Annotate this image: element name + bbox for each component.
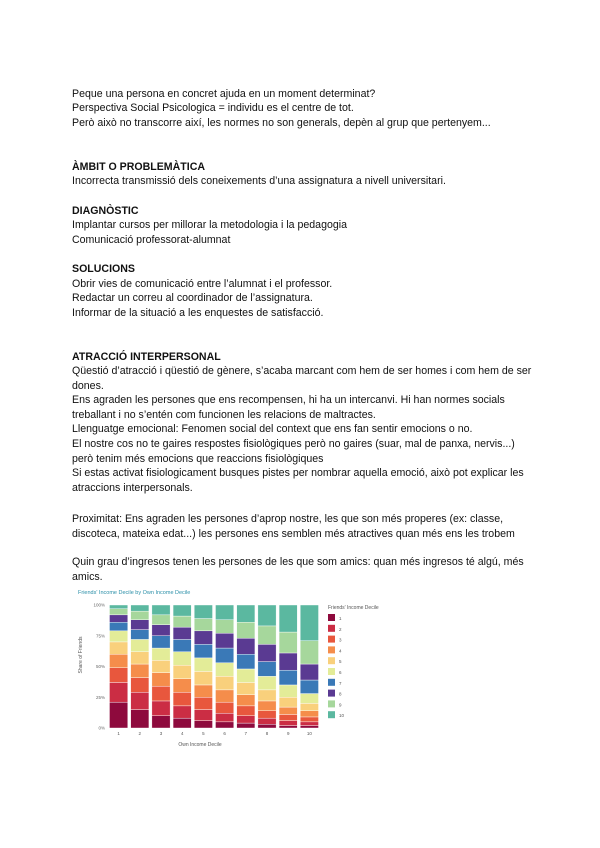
x-tick-label: 6: [223, 731, 226, 736]
atraccio-paragraph-6: Proximitat: Ens agraden les persones d’aprop nostre, les que son més properes (ex: classe, discoteca, mateixa edat...) les persones ens semblen més atractives quan més ens les trobem: [72, 513, 515, 540]
bar-segment-own6-friend4: [215, 690, 233, 702]
intro-line-3: Però això no transcorre així, les normes no son generals, depèn al grup que pertenyem...: [72, 117, 491, 129]
legend-label-5: 5: [339, 659, 342, 665]
intro-line-2: Perspectiva Social Psicologica = individu es el centre de tot.: [72, 102, 354, 114]
bar-segment-own3-friend4: [152, 673, 170, 687]
bar-segment-own7-friend8: [237, 638, 255, 654]
bar-segment-own7-friend1: [237, 723, 255, 728]
bar-segment-own6-friend8: [215, 633, 233, 648]
atraccio-paragraph-5: Si estas activat fisiologicament busques pistes per nombrar aquella emoció, això pot explicar les atraccions interpersonals.: [72, 467, 524, 494]
bar-segment-own7-friend7: [237, 654, 255, 669]
bar-segment-own9-friend6: [279, 685, 297, 697]
legend-swatch-6: [328, 668, 335, 675]
bar-segment-own10-friend6: [300, 694, 318, 704]
bar-segment-own5-friend2: [194, 710, 212, 721]
bar-segment-own10-friend7: [300, 680, 318, 694]
legend-swatch-5: [328, 657, 335, 664]
bar-segment-own1-friend3: [109, 668, 127, 683]
bar-segment-own2-friend1: [131, 710, 149, 728]
bar-segment-own8-friend4: [258, 701, 276, 711]
x-tick-label: 9: [286, 731, 290, 736]
bar-segment-own10-friend5: [300, 703, 318, 710]
bar-segment-own5-friend4: [194, 685, 212, 697]
bar-segment-own4-friend2: [173, 706, 191, 718]
chart-xlabel: Own Income Decile: [178, 742, 222, 748]
bar-segment-own5-friend9: [194, 619, 212, 631]
x-tick-label: 7: [244, 731, 248, 736]
legend-label-8: 8: [339, 691, 342, 697]
bar-segment-own10-friend9: [300, 641, 318, 664]
diagnostic-line-2: Comunicació professorat-alumnat: [72, 234, 231, 246]
bar-segment-own1-friend4: [109, 654, 127, 668]
atraccio-paragraph-3: Llenguatge emocional: Fenomen social del context que ens fan sentir emocions o no.: [72, 423, 473, 435]
bar-segment-own8-friend8: [258, 644, 276, 661]
bar-segment-own9-friend7: [279, 670, 297, 685]
bar-segment-own7-friend3: [237, 706, 255, 716]
chart-legend-title: Friends' Income Decile: [328, 605, 379, 611]
bar-segment-own10-friend4: [300, 711, 318, 717]
x-tick-label: 1: [117, 731, 120, 736]
bar-segment-own10-friend8: [300, 664, 318, 680]
bar-segment-own5-friend6: [194, 658, 212, 672]
legend-label-4: 4: [339, 648, 342, 654]
bar-segment-own6-friend9: [215, 620, 233, 634]
y-tick-label: 50%: [95, 664, 105, 669]
bar-segment-own2-friend4: [131, 664, 149, 678]
diagnostic-line-1: Implantar cursos per millorar la metodologia i la pedagogia: [72, 219, 347, 231]
bar-segment-own9-friend5: [279, 697, 297, 707]
bar-segment-own4-friend10: [173, 605, 191, 616]
bar-segment-own2-friend3: [131, 678, 149, 693]
atraccio-paragraph-4: El nostre cos no te gaires respostes fisiològiques però no gaires (suar, mal de panxa, nervis...) però tenim més emocions que reaccions fisiològiques: [72, 438, 515, 465]
bar-segment-own6-friend6: [215, 663, 233, 677]
solucions-line-3: Informar de la situació a les enquestes de satisfacció.: [72, 307, 324, 319]
bar-segment-own3-friend1: [152, 716, 170, 728]
bar-segment-own1-friend9: [109, 609, 127, 615]
bar-segment-own6-friend10: [215, 605, 233, 620]
x-tick-label: 4: [180, 731, 184, 736]
solucions-line-2: Redactar un correu al coordinador de l’assignatura.: [72, 292, 313, 304]
legend-swatch-4: [328, 646, 335, 653]
chart-title: Friends' Income Decile by Own Income Decile: [78, 590, 191, 596]
legend-label-7: 7: [339, 680, 342, 686]
bar-segment-own5-friend1: [194, 721, 212, 728]
bar-segment-own7-friend5: [237, 682, 255, 694]
bar-segment-own2-friend9: [131, 611, 149, 620]
bar-segment-own10-friend2: [300, 722, 318, 726]
bar-segment-own5-friend7: [194, 644, 212, 658]
bar-segment-own8-friend9: [258, 626, 276, 644]
bar-segment-own1-friend7: [109, 622, 127, 631]
legend-label-1: 1: [339, 616, 342, 621]
bar-segment-own4-friend3: [173, 692, 191, 706]
bar-segment-own5-friend10: [194, 605, 212, 619]
bar-segment-own6-friend1: [215, 722, 233, 728]
bar-segment-own10-friend1: [300, 726, 318, 728]
diagnostic-heading: DIAGNÒSTIC: [72, 205, 139, 217]
bar-segment-own2-friend8: [131, 620, 149, 630]
y-tick-label: 0%: [98, 725, 105, 731]
x-tick-label: 10: [306, 731, 312, 736]
atraccio-paragraph-1: Qüestió d’atracció i qüestió de gènere, s’acaba marcant com hem de ser homes i com hem de ser dones.: [72, 365, 532, 392]
solucions-heading: SOLUCIONS: [72, 263, 135, 275]
bar-segment-own6-friend3: [215, 702, 233, 713]
bar-segment-own6-friend2: [215, 713, 233, 722]
bar-segment-own4-friend7: [173, 639, 191, 651]
y-tick-label: 100%: [93, 602, 105, 608]
bar-segment-own8-friend2: [258, 718, 276, 724]
bar-segment-own8-friend3: [258, 711, 276, 718]
bar-segment-own5-friend8: [194, 631, 212, 645]
bar-segment-own3-friend6: [152, 648, 170, 660]
bar-segment-own10-friend10: [300, 605, 318, 641]
bar-segment-own8-friend7: [258, 662, 276, 677]
bar-segment-own3-friend10: [152, 605, 170, 615]
legend-swatch-9: [328, 700, 335, 707]
bar-segment-own1-friend8: [109, 615, 127, 622]
bar-segment-own5-friend3: [194, 697, 212, 709]
bar-segment-own3-friend7: [152, 636, 170, 648]
legend-label-6: 6: [339, 670, 342, 675]
bar-segment-own9-friend4: [279, 707, 297, 714]
income-decile-chart: [72, 585, 379, 757]
bar-segment-own9-friend10: [279, 605, 297, 632]
x-tick-label: 2: [138, 731, 142, 736]
ambit-text: Incorrecta transmissió dels coneixements d’una assignatura a nivell universitari.: [72, 175, 446, 187]
bar-segment-own9-friend3: [279, 714, 297, 720]
bar-segment-own4-friend5: [173, 665, 191, 679]
bar-segment-own7-friend2: [237, 716, 255, 723]
bar-segment-own9-friend1: [279, 726, 297, 728]
bar-segment-own10-friend3: [300, 717, 318, 722]
solucions-line-1: Obrir vies de comunicació entre l’alumnat i el professor.: [72, 278, 333, 290]
bar-segment-own3-friend3: [152, 686, 170, 701]
chart-ylabel: Share of Friends: [78, 636, 84, 674]
bar-segment-own2-friend7: [131, 630, 149, 640]
bar-segment-own9-friend2: [279, 721, 297, 726]
legend-swatch-3: [328, 636, 335, 643]
atraccio-paragraph-2: Ens agraden les persones que ens recompensen, hi ha un intercanvi. Hi han normes socials treballant i no s’entén com funcionen les relacions de maltractes.: [72, 394, 505, 421]
bar-segment-own7-friend4: [237, 695, 255, 706]
y-tick-label: 25%: [95, 694, 105, 700]
x-tick-label: 3: [159, 731, 163, 736]
bar-segment-own4-friend6: [173, 652, 191, 666]
x-tick-label: 5: [202, 731, 205, 736]
bar-segment-own4-friend1: [173, 718, 191, 728]
atraccio-paragraph-7: Quin grau d’ingresos tenen les persones de les que som amics: quan més ingresos té algú, més amics.: [72, 556, 524, 583]
bar-segment-own6-friend5: [215, 676, 233, 690]
bar-segment-own7-friend10: [237, 605, 255, 622]
bar-segment-own7-friend9: [237, 622, 255, 638]
bar-segment-own9-friend8: [279, 653, 297, 670]
legend-label-2: 2: [339, 626, 342, 632]
legend-swatch-10: [328, 711, 335, 718]
bar-segment-own2-friend10: [131, 605, 149, 611]
intro-line-1: Peque una persona en concret ajuda en un moment determinat?: [72, 88, 376, 100]
x-tick-label: 8: [265, 731, 269, 736]
legend-swatch-1: [328, 614, 335, 621]
bar-segment-own2-friend6: [131, 639, 149, 651]
bar-segment-own1-friend10: [109, 605, 127, 609]
bar-segment-own1-friend1: [109, 702, 127, 728]
y-tick-label: 75%: [95, 633, 105, 639]
bar-segment-own3-friend2: [152, 701, 170, 716]
bar-segment-own1-friend2: [109, 682, 127, 702]
bar-segment-own8-friend10: [258, 605, 276, 626]
ambit-heading: ÀMBIT O PROBLEMÀTICA: [72, 161, 206, 173]
legend-label-3: 3: [339, 637, 342, 643]
bar-segment-own9-friend9: [279, 632, 297, 653]
bar-segment-own2-friend2: [131, 692, 149, 709]
bar-segment-own8-friend5: [258, 690, 276, 701]
bar-segment-own4-friend9: [173, 616, 191, 627]
bar-segment-own8-friend6: [258, 676, 276, 690]
bar-segment-own7-friend6: [237, 669, 255, 683]
bar-segment-own1-friend6: [109, 631, 127, 642]
bar-segment-own2-friend5: [131, 652, 149, 664]
legend-label-10: 10: [339, 713, 345, 719]
bar-segment-own4-friend8: [173, 627, 191, 639]
bar-segment-own3-friend8: [152, 625, 170, 636]
bar-segment-own8-friend1: [258, 724, 276, 728]
legend-swatch-8: [328, 690, 335, 697]
bar-segment-own6-friend7: [215, 648, 233, 663]
legend-swatch-2: [328, 625, 335, 632]
bar-segment-own3-friend5: [152, 660, 170, 672]
atraccio-heading: ATRACCIÓ INTERPERSONAL: [72, 351, 221, 363]
legend-swatch-7: [328, 679, 335, 686]
bar-segment-own1-friend5: [109, 642, 127, 654]
bar-segment-own4-friend4: [173, 679, 191, 693]
bar-segment-own5-friend5: [194, 671, 212, 685]
legend-label-9: 9: [339, 702, 342, 708]
bar-segment-own3-friend9: [152, 615, 170, 625]
